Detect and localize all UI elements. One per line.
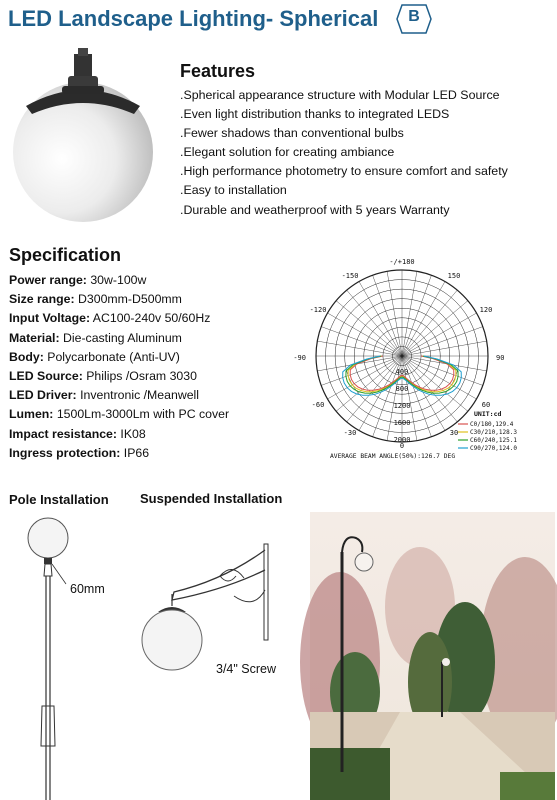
- pole-dimension-label: 60mm: [70, 582, 105, 596]
- photometric-polar-diagram: [293, 258, 552, 464]
- spec-label: Lumen:: [9, 407, 54, 422]
- polar-angle-label: 30: [449, 429, 459, 437]
- polar-angle-label: -30: [343, 429, 357, 437]
- polar-angle-label: 60: [481, 401, 491, 409]
- suspended-installation-drawing: [134, 540, 277, 710]
- feature-item: .Elegant solution for creating ambiance: [180, 145, 395, 160]
- feature-item: .High performance photometry to ensure comfort and safety: [180, 164, 508, 179]
- spec-item: [9, 405, 229, 424]
- spec-label: Power range:: [9, 273, 87, 287]
- spec-item: [9, 271, 229, 290]
- spec-item: [9, 309, 229, 328]
- feature-item: .Durable and weatherproof with 5 years Warranty: [180, 202, 450, 217]
- features-list: [180, 86, 508, 220]
- spec-item: [9, 444, 229, 463]
- polar-angle-label: 90: [496, 354, 505, 362]
- park-photo: [310, 512, 555, 800]
- spec-label: LED Driver:: [9, 388, 77, 403]
- spec-value: 30w-100w: [86, 273, 147, 287]
- beam-angle-label: AVERAGE BEAM ANGLE(50%):126.7 DEG: [330, 453, 456, 460]
- legend-entry: C0/180,129.4: [470, 421, 514, 428]
- spec-value: IP66: [120, 445, 150, 460]
- spec-label: Ingress protection:: [9, 445, 121, 460]
- spec-item: [9, 425, 229, 444]
- spec-value: Die-casting Aluminum: [59, 330, 182, 345]
- suspended-installation-caption: Suspended Installation: [140, 491, 283, 506]
- specification-heading: Specification: [9, 245, 122, 265]
- spec-value: Polycarbonate (Anti-UV): [43, 349, 180, 364]
- polar-radial-label: 400: [395, 368, 409, 376]
- polar-angle-label: -90: [293, 354, 306, 362]
- spherical-lamp-image: [8, 46, 158, 226]
- feature-item: .Even light distribution thanks to integrated LEDS: [180, 107, 450, 122]
- spec-label: Body:: [9, 349, 44, 364]
- spec-label: Material:: [9, 330, 60, 345]
- spec-value: Philips /Osram 3030: [82, 369, 197, 384]
- screw-size-label: 3/4" Screw: [216, 662, 277, 676]
- spec-value: D300mm-D500mm: [74, 292, 182, 307]
- polar-angle-label: -120: [309, 306, 327, 314]
- spec-label: Input Voltage:: [9, 311, 91, 326]
- polar-radial-label: 800: [395, 385, 409, 393]
- polar-angle-label: 0: [399, 442, 405, 450]
- feature-item: .Fewer shadows than conventional bulbs: [180, 126, 404, 141]
- spec-item: [9, 386, 229, 405]
- legend-entry: C60/240,125.1: [470, 437, 517, 444]
- pole-installation-caption: Pole Installation: [9, 492, 109, 507]
- spec-label: Impact resistance:: [9, 426, 117, 441]
- spec-value: IK08: [117, 426, 146, 441]
- polar-angle-label: -60: [311, 401, 325, 409]
- polar-radial-label: 1200: [393, 402, 411, 410]
- feature-item: .Easy to installation: [180, 183, 287, 198]
- legend-title: UNIT:cd: [474, 410, 502, 418]
- spec-value: 1500Lm-3000Lm with PC cover: [53, 407, 230, 422]
- feature-item: .Spherical appearance structure with Modular LED Source: [180, 88, 500, 102]
- legend-entry: C30/210,128.3: [470, 429, 517, 436]
- polar-radial-label: 2000: [393, 436, 411, 444]
- spec-label: Size range:: [9, 292, 75, 307]
- spec-item: [9, 329, 229, 348]
- spec-item: [9, 367, 229, 386]
- spec-value: Inventronic /Meanwell: [76, 388, 200, 403]
- polar-angle-label: 120: [479, 306, 493, 314]
- polar-angle-label: -150: [341, 272, 359, 280]
- legend-entry: C90/270,124.0: [470, 445, 517, 452]
- spec-item: [9, 348, 229, 367]
- spec-label: LED Source:: [9, 369, 83, 384]
- specification-list: [9, 271, 229, 463]
- pole-installation-drawing: [14, 516, 84, 800]
- spec-value: AC100-240v 50/60Hz: [90, 311, 211, 326]
- polar-radial-label: 1600: [393, 419, 411, 427]
- polar-angle-label: 150: [447, 272, 461, 280]
- features-heading: Features: [180, 61, 256, 81]
- variant-badge-letter: B: [408, 8, 420, 25]
- page-title: LED Landscape Lighting- Spherical: [8, 6, 379, 31]
- polar-angle-label: -/+180: [389, 258, 415, 266]
- spec-item: [9, 290, 229, 309]
